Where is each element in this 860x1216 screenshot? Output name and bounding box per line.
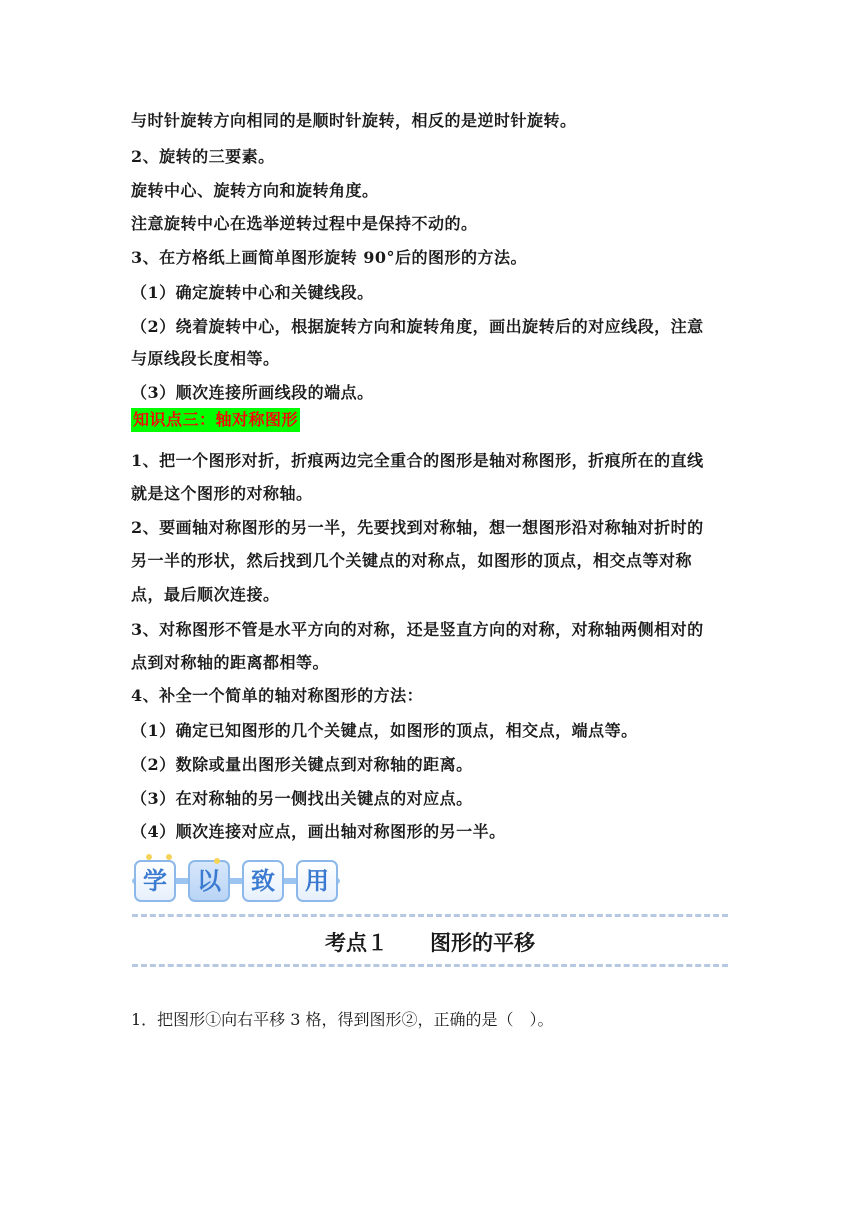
text-line: 1、把一个图形对折，折痕两边完全重合的图形是轴对称图形，折痕所在的直线 <box>131 451 704 470</box>
text-line: 另一半的形状，然后找到几个关键点的对称点，如图形的顶点，相交点等对称 <box>131 551 693 570</box>
banner-char: 致 <box>242 860 284 902</box>
text-line: （2）数除或量出图形关键点到对称轴的距离。 <box>131 755 473 774</box>
text-line: 2、要画轴对称图形的另一半，先要找到对称轴，想一想图形沿对称轴对折时的 <box>131 518 704 537</box>
divider-bottom <box>132 964 728 967</box>
text-line: （1）确定旋转中心和关键线段。 <box>131 283 374 302</box>
section-title: 考点１ 图形的平移 <box>325 930 535 955</box>
question-1: 1．把图形①向右平移 3 格，得到图形②，正确的是（ ）。 <box>131 1010 554 1029</box>
text-line: 点，最后顺次连接。 <box>131 585 280 604</box>
text-line: （3）在对称轴的另一侧找出关键点的对应点。 <box>131 789 473 808</box>
text-line: 就是这个图形的对称轴。 <box>131 484 313 503</box>
text-line: 与原线段长度相等。 <box>131 349 280 368</box>
divider-top <box>132 914 728 917</box>
text-line: 3、在方格纸上画简单图形旋转 90°后的图形的方法。 <box>131 248 527 267</box>
sparkle-icon <box>166 854 172 860</box>
text-line: （2）绕着旋转中心，根据旋转方向和旋转角度，画出旋转后的对应线段，注意 <box>131 317 704 336</box>
sparkle-icon <box>214 858 220 864</box>
text-line: 点到对称轴的距离都相等。 <box>131 653 330 672</box>
banner-char: 以 <box>188 860 230 902</box>
text-line: 旋转中心、旋转方向和旋转角度。 <box>131 181 379 200</box>
text-line: 3、对称图形不管是水平方向的对称，还是竖直方向的对称，对称轴两侧相对的 <box>131 620 704 639</box>
section-banner <box>132 856 342 906</box>
banner-char: 用 <box>296 860 338 902</box>
text-line: 与时针旋转方向相同的是顺时针旋转，相反的是逆时针旋转。 <box>131 111 577 130</box>
knowledge-heading: 知识点三：轴对称图形 <box>131 408 300 432</box>
text-line: 4、补全一个简单的轴对称图形的方法： <box>131 686 424 705</box>
sparkle-icon <box>146 854 152 860</box>
text-line: 注意旋转中心在选举逆转过程中是保持不动的。 <box>131 214 478 233</box>
text-line: （3）顺次连接所画线段的端点。 <box>131 383 374 402</box>
banner-char: 学 <box>134 860 176 902</box>
text-line: （1）确定已知图形的几个关键点，如图形的顶点，相交点，端点等。 <box>131 721 638 740</box>
text-line: （4）顺次连接对应点，画出轴对称图形的另一半。 <box>131 822 506 841</box>
text-line: 2、旋转的三要素。 <box>131 147 275 166</box>
